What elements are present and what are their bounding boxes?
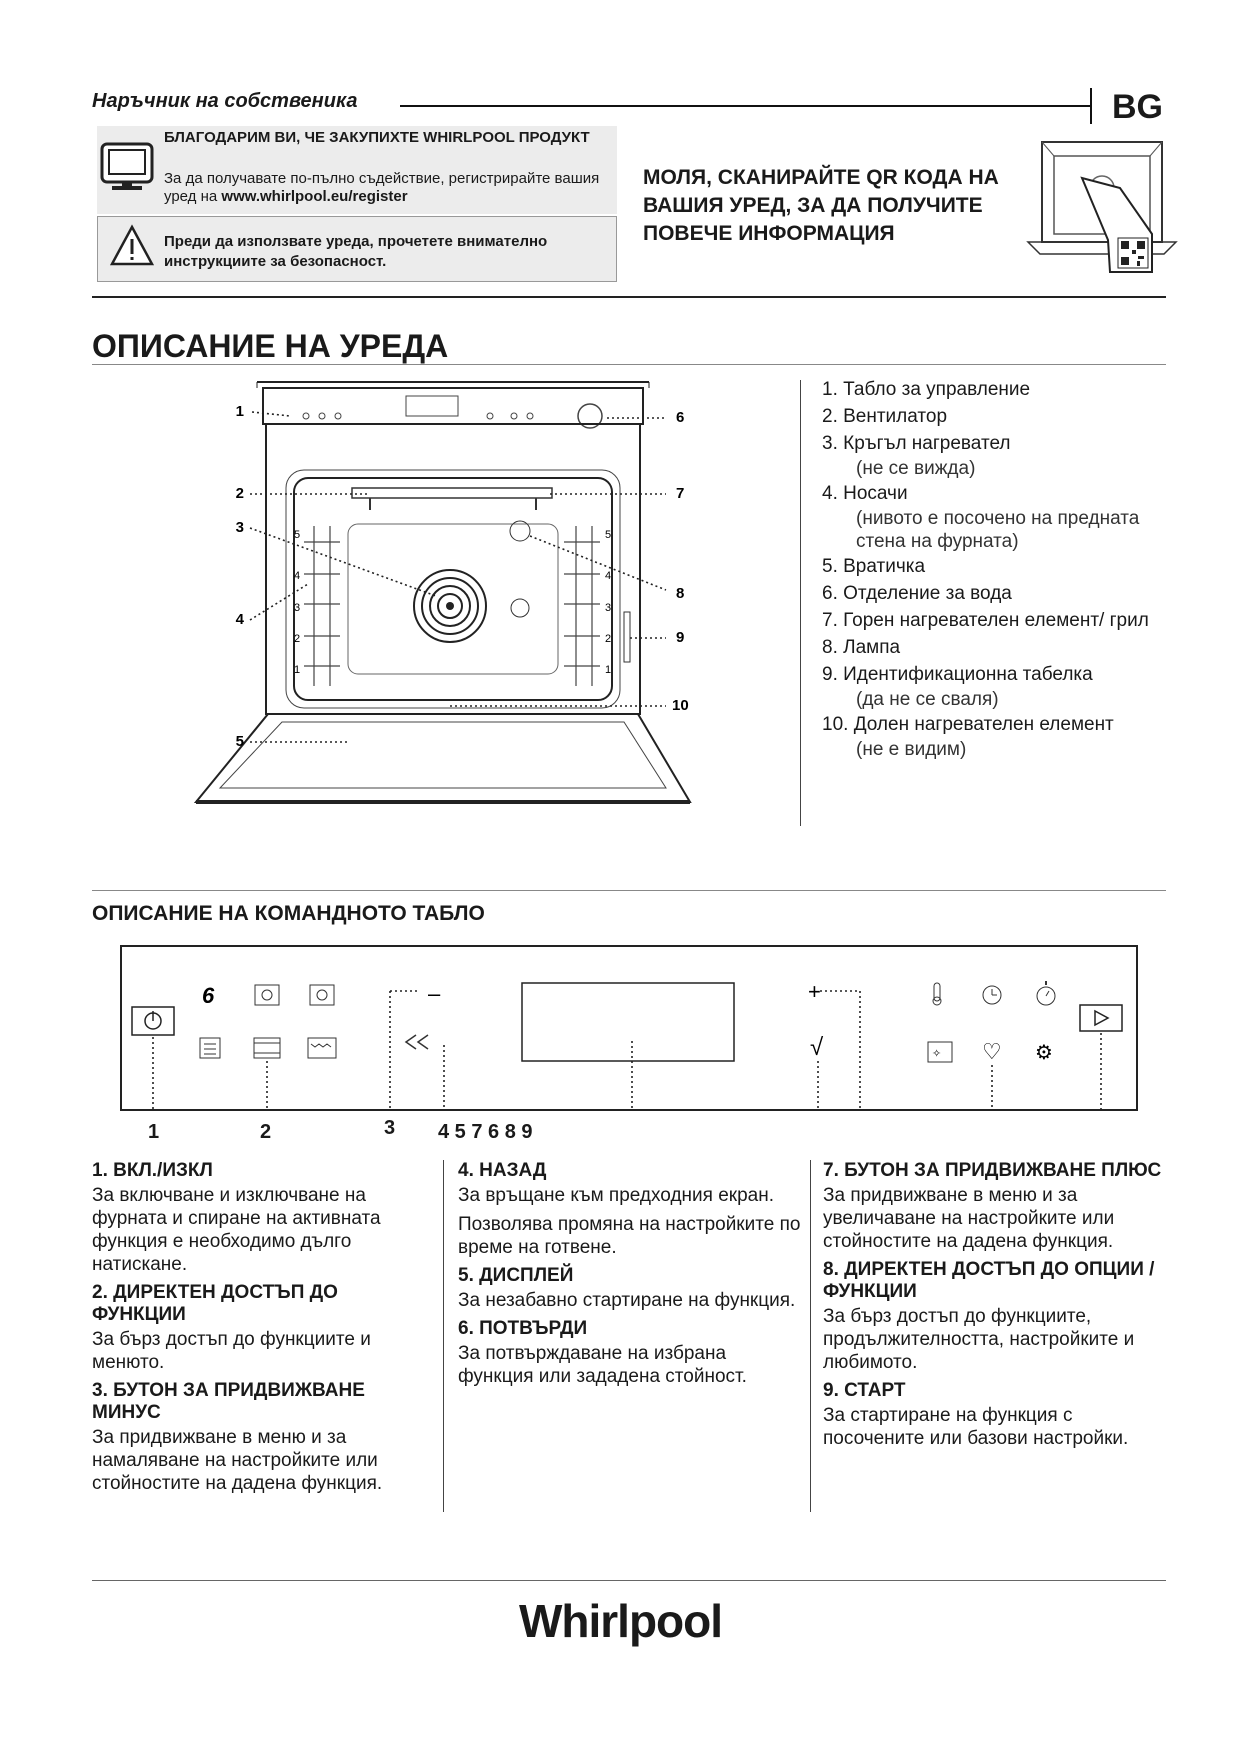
section-rule-2: [92, 890, 1166, 891]
section-rule: [92, 364, 1166, 365]
shelf-level-right-3: 3: [605, 602, 612, 614]
section-heading-appliance: ОПИСАНИЕ НА УРЕДА: [92, 328, 449, 364]
legend-divider: [800, 380, 801, 826]
desc-text: За бърз достъп до функциите, продължителността, настройките и любимото.: [823, 1306, 1135, 1373]
legend-item: 5. Вратичка: [822, 556, 926, 577]
desc-title: 9. СТАРТ: [823, 1380, 906, 1401]
desc-title: 6. ПОТВЪРДИ: [458, 1318, 588, 1339]
whirlpool-logo: Whirlpool: [518, 1595, 723, 1647]
manual-title: Наръчник на собственика: [92, 90, 358, 112]
section-heading-control-panel: ОПИСАНИЕ НА КОМАНДНОТО ТАБЛО: [92, 902, 485, 925]
desc-title: 3. БУТОН ЗА ПРИДВИЖВАНЕ МИНУС: [92, 1380, 365, 1423]
desc-title: 5. ДИСПЛЕЙ: [458, 1265, 574, 1286]
column-divider-1: [443, 1160, 444, 1512]
qr-instruction: МОЛЯ, СКАНИРАЙТЕ QR КОДА НА ВАШИЯ УРЕД, ЗА ДА ПОЛУЧИТЕ ПОВЕЧЕ ИНФОРМАЦИЯ: [643, 166, 999, 245]
footer-rule: [92, 1580, 1166, 1581]
oven-diagram: [190, 376, 770, 836]
shelf-level-right-4: 4: [605, 570, 612, 582]
header-rule: [400, 105, 1090, 107]
parts-legend: [822, 376, 1182, 761]
header-separator: [92, 296, 1166, 298]
desc-column-1: [92, 1160, 432, 1501]
shelf-level-right-1: 1: [605, 664, 612, 676]
desc-text: За придвижване в меню и за увеличаване на настройките или стойностите на дадена функция.: [823, 1185, 1115, 1252]
desc-text: За потвърждаване на избрана функция или зададена стойност.: [458, 1343, 747, 1387]
callout-5: 5: [235, 733, 244, 750]
minus-icon: –: [428, 981, 441, 1006]
desc-text: За незабавно стартиране на функция.: [458, 1290, 796, 1311]
desc-text: За бърз достъп до функциите и менюто.: [92, 1329, 371, 1373]
shelf-level-left-5: 5: [294, 529, 301, 541]
legend-item: 9. Идентификационна табелка (да не се сваля): [822, 664, 1093, 710]
oven-qr-illustration: [1024, 138, 1180, 278]
shelf-level-left-1: 1: [294, 664, 301, 676]
panel-number-1: 1: [148, 1121, 160, 1143]
legend-item: 6. Отделение за вода: [822, 583, 1012, 604]
header-tick: [1090, 88, 1092, 124]
register-link[interactable]: www.whirlpool.eu/register: [221, 188, 408, 205]
desc-title: 2. ДИРЕКТЕН ДОСТЪП ДО ФУНКЦИИ: [92, 1282, 338, 1325]
shelf-level-left-3: 3: [294, 602, 301, 614]
callout-2: 2: [235, 485, 244, 502]
plus-icon: +: [808, 979, 821, 1004]
callout-9: 9: [676, 629, 685, 646]
desc-text: Позволява промяна на настройките по време на готвене.: [458, 1214, 801, 1258]
settings-icon: ⚙: [1035, 1042, 1053, 1064]
desc-title: 8. ДИРЕКТЕН ДОСТЪП ДО ОПЦИИ / ФУНКЦИИ: [823, 1259, 1155, 1302]
callout-8: 8: [676, 585, 685, 602]
panel-number-3: 3: [384, 1117, 396, 1139]
language-code: BG: [1112, 88, 1163, 126]
control-panel-diagram: [120, 945, 1140, 1120]
warning-text: Преди да използвате уреда, прочетете внимателно инструкциите за безопасност.: [164, 233, 548, 270]
legend-item: 2. Вентилатор: [822, 406, 948, 427]
panel-numbers-4-9: 4 5 7 6 8 9: [438, 1121, 533, 1143]
desc-text: За придвижване в меню и за намаляване на настройките или стойностите на дадена функция.: [92, 1427, 383, 1494]
confirm-icon: √: [810, 1034, 824, 1061]
callout-7: 7: [676, 485, 685, 502]
sixth-sense-icon: 6: [202, 983, 215, 1008]
callout-6: 6: [676, 409, 685, 426]
legend-item: 4. Носачи (нивото е посочено на предната стена на фурната): [822, 483, 1140, 552]
callout-3: 3: [235, 519, 244, 536]
desc-text: За връщане към предходния екран.: [458, 1185, 774, 1206]
desc-column-2: [458, 1160, 803, 1394]
register-title: БЛАГОДАРИМ ВИ, ЧЕ ЗАКУПИХТЕ WHIRLPOOL ПРОДУКТ: [164, 129, 590, 146]
shelf-level-left-4: 4: [294, 570, 301, 582]
callout-10: 10: [672, 697, 689, 714]
warning-triangle-icon: [110, 224, 154, 268]
desc-text: За стартиране на функция с посочените или базови настройки.: [823, 1405, 1129, 1449]
legend-item: 7. Горен нагревателен елемент/ грил: [822, 610, 1149, 631]
legend-item: 3. Кръгъл нагревател (не се вижда): [822, 433, 1011, 479]
shelf-level-right-2: 2: [605, 633, 612, 645]
legend-item: 8. Лампа: [822, 637, 901, 658]
shelf-level-right-5: 5: [605, 529, 612, 541]
register-text: За да получавате по-пълно съдействие, регистрирайте вашия уред на www.whirlpool.eu/register: [164, 170, 600, 205]
legend-item: 10. Долен нагревателен елемент (не е видим): [822, 714, 1114, 760]
legend-item: 1. Табло за управление: [822, 379, 1031, 400]
computer-icon: [100, 142, 156, 192]
desc-title: 4. НАЗАД: [458, 1160, 547, 1181]
desc-title: 1. ВКЛ./ИЗКЛ: [92, 1160, 213, 1181]
desc-column-3: [823, 1160, 1168, 1456]
desc-text: За включване и изключване на фурната и спиране на активната функция е необходимо дълго натискане.: [92, 1185, 381, 1275]
callout-1: 1: [235, 403, 244, 420]
svg-text:✧: ✧: [932, 1048, 942, 1060]
desc-title: 7. БУТОН ЗА ПРИДВИЖВАНЕ ПЛЮС: [823, 1160, 1162, 1181]
favourite-icon: ♡: [982, 1039, 1002, 1064]
shelf-level-left-2: 2: [294, 633, 301, 645]
callout-4: 4: [235, 611, 244, 628]
column-divider-2: [810, 1160, 811, 1512]
panel-number-2: 2: [260, 1121, 272, 1143]
